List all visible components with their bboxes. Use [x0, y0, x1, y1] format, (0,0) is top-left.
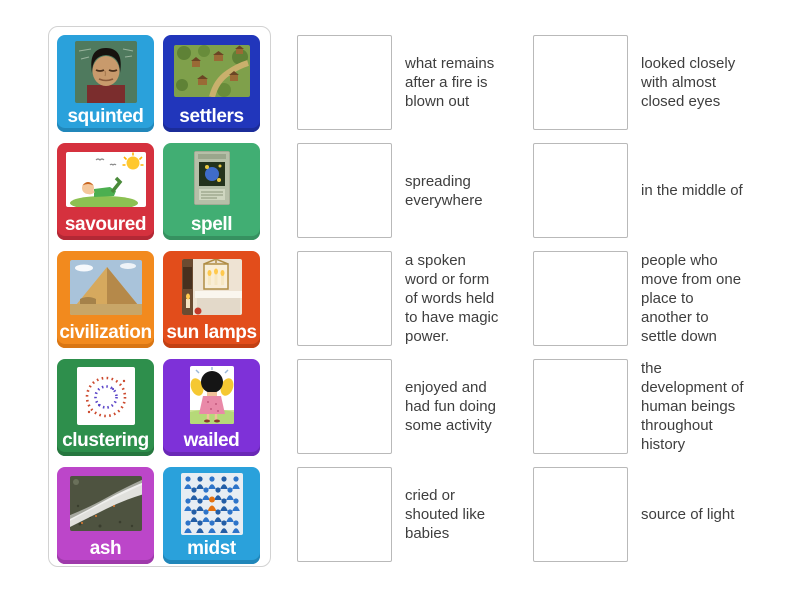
match-row: [297, 359, 502, 454]
word-label: ash: [89, 538, 122, 559]
drop-zone-right-1[interactable]: [533, 35, 628, 130]
word-label: squinted: [67, 106, 144, 127]
trading-card-image: [194, 151, 230, 205]
word-label: spell: [190, 214, 233, 235]
word-card-wailed[interactable]: [163, 359, 260, 456]
word-label: wailed: [183, 430, 240, 451]
match-row: [533, 359, 745, 454]
definition-text: the development of human beings throughout history: [641, 360, 744, 453]
word-label: clustering: [62, 430, 149, 451]
word-card-sun-lamps[interactable]: [163, 251, 260, 348]
word-card-ash[interactable]: [57, 467, 154, 564]
match-row: [533, 143, 745, 238]
word-card-savoured[interactable]: [57, 143, 154, 240]
word-cards-grid: [49, 27, 270, 572]
village-aerial-image: [174, 45, 250, 97]
definition-text: source of light: [641, 506, 735, 523]
word-label: savoured: [64, 214, 147, 235]
drop-zone-left-2[interactable]: [297, 143, 392, 238]
lantern-lamp-image: [182, 259, 242, 315]
drop-zone-right-5[interactable]: [533, 467, 628, 562]
definitions-column-left: [297, 35, 502, 562]
word-label: settlers: [179, 106, 244, 127]
word-card-midst[interactable]: [163, 467, 260, 564]
drop-zone-right-4[interactable]: [533, 359, 628, 454]
word-card-clustering[interactable]: [57, 359, 154, 456]
definition-text: in the middle of: [641, 182, 743, 199]
dot-cluster-rings-image: [77, 367, 135, 425]
drop-zone-left-3[interactable]: [297, 251, 392, 346]
match-row: [533, 251, 745, 346]
match-row: [297, 35, 502, 130]
drop-zone-left-1[interactable]: [297, 35, 392, 130]
crowd-pawns-image: [181, 473, 243, 535]
definition-text: people who move from one place to another to settle down: [641, 252, 742, 345]
word-label: civilization: [59, 322, 152, 343]
definitions-column-right: [533, 35, 745, 562]
definition-text: enjoyed and had fun doing some activity: [405, 379, 496, 434]
definition-text: a spoken word or form of words held to have magic power.: [405, 252, 499, 345]
match-row: [533, 467, 745, 562]
definition-text: looked closely with almost closed eyes: [641, 55, 736, 110]
word-label: sun lamps: [166, 322, 257, 343]
drop-zone-left-5[interactable]: [297, 467, 392, 562]
drop-zone-right-3[interactable]: [533, 251, 628, 346]
smoke-aerial-image: [70, 476, 142, 531]
word-card-squinted[interactable]: [57, 35, 154, 132]
pyramid-sphinx-image: [70, 260, 142, 315]
match-row: [533, 35, 745, 130]
word-bank-panel: [48, 26, 271, 567]
definition-text: spreading everywhere: [405, 172, 483, 209]
match-row: [297, 143, 502, 238]
word-card-settlers[interactable]: [163, 35, 260, 132]
word-card-spell[interactable]: [163, 143, 260, 240]
crying-girl-image: [190, 366, 234, 424]
squinting-man-image: [75, 41, 137, 103]
drop-zone-left-4[interactable]: [297, 359, 392, 454]
boy-relaxing-image: [66, 152, 146, 207]
definition-text: cried or shouted like babies: [405, 487, 486, 542]
match-row: [297, 467, 502, 562]
word-label: midst: [187, 538, 236, 559]
word-card-civilization[interactable]: [57, 251, 154, 348]
definition-text: what remains after a fire is blown out: [405, 55, 495, 110]
drop-zone-right-2[interactable]: [533, 143, 628, 238]
match-row: [297, 251, 502, 346]
